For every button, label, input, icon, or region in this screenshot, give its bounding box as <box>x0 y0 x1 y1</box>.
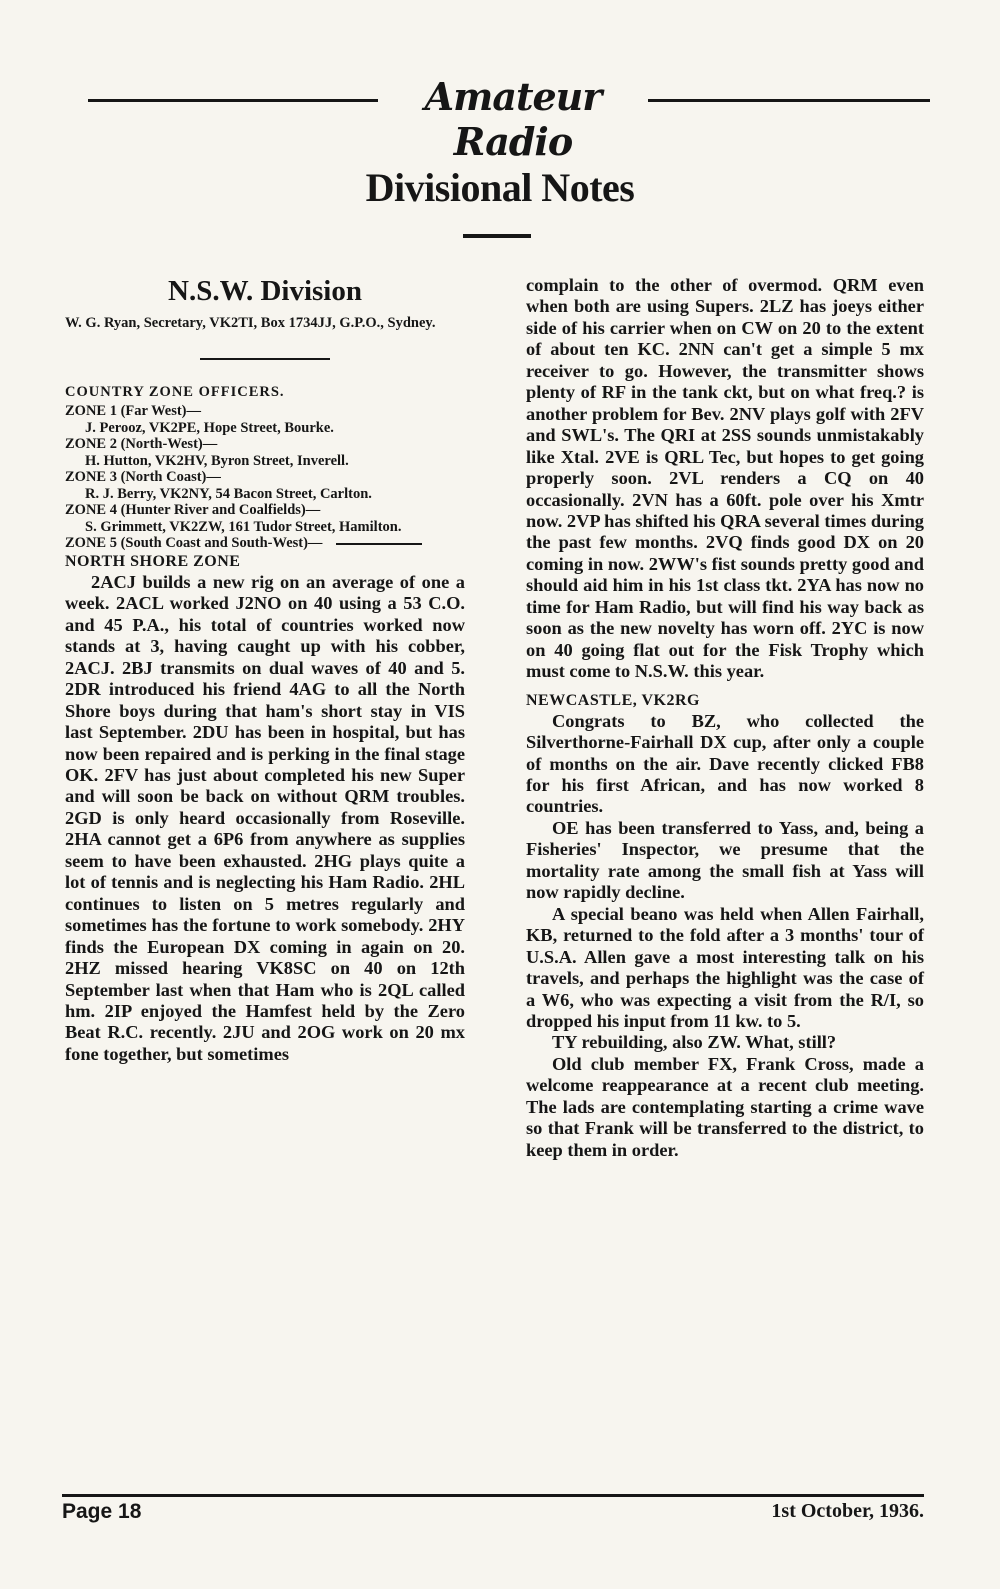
masthead-logo: Amateur Radio <box>424 74 602 164</box>
body-paragraph: Congrats to BZ, who collected the Silverthorne-Fairhall DX cup, after only a couple of months on the air. Dave recently clicked FB8 for his first African, and has now worked 8 countries. <box>526 710 924 817</box>
zone-officers-title: COUNTRY ZONE OFFICERS. <box>65 384 285 400</box>
body-paragraph: OE has been transferred to Yass, and, being a Fisheries' Inspector, we presume that the mortality rate among the small fish at Yass will now rapidly decline. <box>526 817 924 903</box>
zone-name: ZONE 2 (North-West)— <box>65 436 218 453</box>
masthead-rule-right <box>648 99 930 102</box>
zone-entry <box>65 436 465 469</box>
zone-officer: S. Grimmett, VK2ZW, 161 Tudor Street, Hamilton. <box>85 518 402 535</box>
divider <box>200 358 330 360</box>
zone-name: ZONE 1 (Far West)— <box>65 403 202 420</box>
page-number: Page 18 <box>62 1500 142 1523</box>
zone-officer: H. Hutton, VK2HV, Byron Street, Inverell. <box>85 452 349 469</box>
zone-name: ZONE 4 (Hunter River and Coalfields)— <box>65 502 321 519</box>
issue-date: 1st October, 1936. <box>771 1500 924 1522</box>
left-column <box>65 275 465 1065</box>
section-heading-north-shore: NORTH SHORE ZONE <box>65 552 241 570</box>
divider <box>336 543 422 545</box>
division-heading: N.S.W. Division <box>168 275 362 307</box>
body-paragraph: Old club member FX, Frank Cross, made a welcome reappearance at a recent club meeting. The lads are contemplating starting a crime wave so that Frank will be transferred to the district, to keep them in order. <box>526 1053 924 1160</box>
zone-entry <box>65 403 465 436</box>
footer-rule <box>62 1494 924 1497</box>
zone-entry-5 <box>65 535 465 552</box>
zone-entry <box>65 469 465 502</box>
zone-name: ZONE 5 (South Coast and South-West)— <box>65 535 323 552</box>
body-paragraph: 2ACJ builds a new rig on an average of one a week. 2ACL worked J2NO on 40 using a 53 C.O. and 45 P.A., his total of countries worked now stands at 3, having caught up with his cobber, 2ACJ. 2BJ transmits on dual waves of 40 and 5. 2DR introduced his friend 4AG to all the North Shore boys during that ham's short stay in VIS last September. 2DU has been in hospital, but has now been repaired and is perking in the final stage OK. 2FV has just about completed his new Super and will soon be back on without QRM troubles. 2GD is only heard occasionally from Roseville. 2HA cannot get a 6P6 from anywhere as supplies seem to have been exhausted. 2HG plays quite a lot of tennis and is neglecting his Ham Radio. 2HL continues to listen on 5 metres regularly and sometimes has the fortune to work somebody. 2HY finds the European DX coming in again on 20. 2HZ missed hearing VK8SC on 40 on 12th September last when that Ham who is 2QL called hm. 2IP enjoyed the Hamfest held by the Zero Beat R.C. recently. 2JU and 2OG work on 20 mx fone together, but sometimes <box>65 571 465 1064</box>
zone-officer: J. Perooz, VK2PE, Hope Street, Bourke. <box>85 419 334 436</box>
zone-officer: R. J. Berry, VK2NY, 54 Bacon Street, Carlton. <box>85 485 372 502</box>
body-paragraph: TY rebuilding, also ZW. What, still? <box>552 1032 837 1053</box>
body-paragraph-continued: complain to the other of overmod. QRM even when both are using Supers. 2LZ has joeys either side of his carrier when on CW on 20 to the extent of about ten KC. 2NN can't get a simple 5 mx receiver to go. However, the transmitter shows plenty of RF in the tank ckt, but on what freq.? is another problem for Bev. 2NV plays golf with 2FV and SWL's. The QRI at 2SS sounds unmistakably like Xtal. 2VE is QRL Tec, but hopes to get going properly soon. 2VL renders a CQ on 40 occasionally. 2VN has a 60ft. pole over his Xmtr now. 2VP has shifted his QRA several times during the past few months. 2VQ finds good DX on 20 coming in now. 2WW's fist sounds pretty good and should aid him in his 1st class tkt. 2YA has now no time for Ham Radio, but will find his way back as soon as the new novelty has worn off. 2YC is now on 40 going flat out for the Fisk Trophy which must come to N.S.W. this year. <box>526 275 924 682</box>
secretary-line: W. G. Ryan, Secretary, VK2TI, Box 1734JJ, G.P.O., Sydney. <box>65 315 436 331</box>
masthead-rule-left <box>88 99 378 102</box>
zone-entry <box>65 502 465 535</box>
body-paragraph: A special beano was held when Allen Fairhall, KB, returned to the fold after a 3 months' tour of U.S.A. Allen gave a most interesting talk on his travels, and perhaps the highlight was the case of a W6, who was expecting a visit from the R/I, so dropped his input from 11 kw. to 5. <box>526 903 924 1031</box>
title-rule <box>463 234 531 238</box>
right-column <box>526 275 924 1161</box>
masthead <box>88 70 930 164</box>
page-title: Divisional Notes <box>365 165 635 210</box>
zone-name: ZONE 3 (North Coast)— <box>65 469 221 486</box>
section-heading-newcastle: NEWCASTLE, VK2RG <box>526 691 700 709</box>
